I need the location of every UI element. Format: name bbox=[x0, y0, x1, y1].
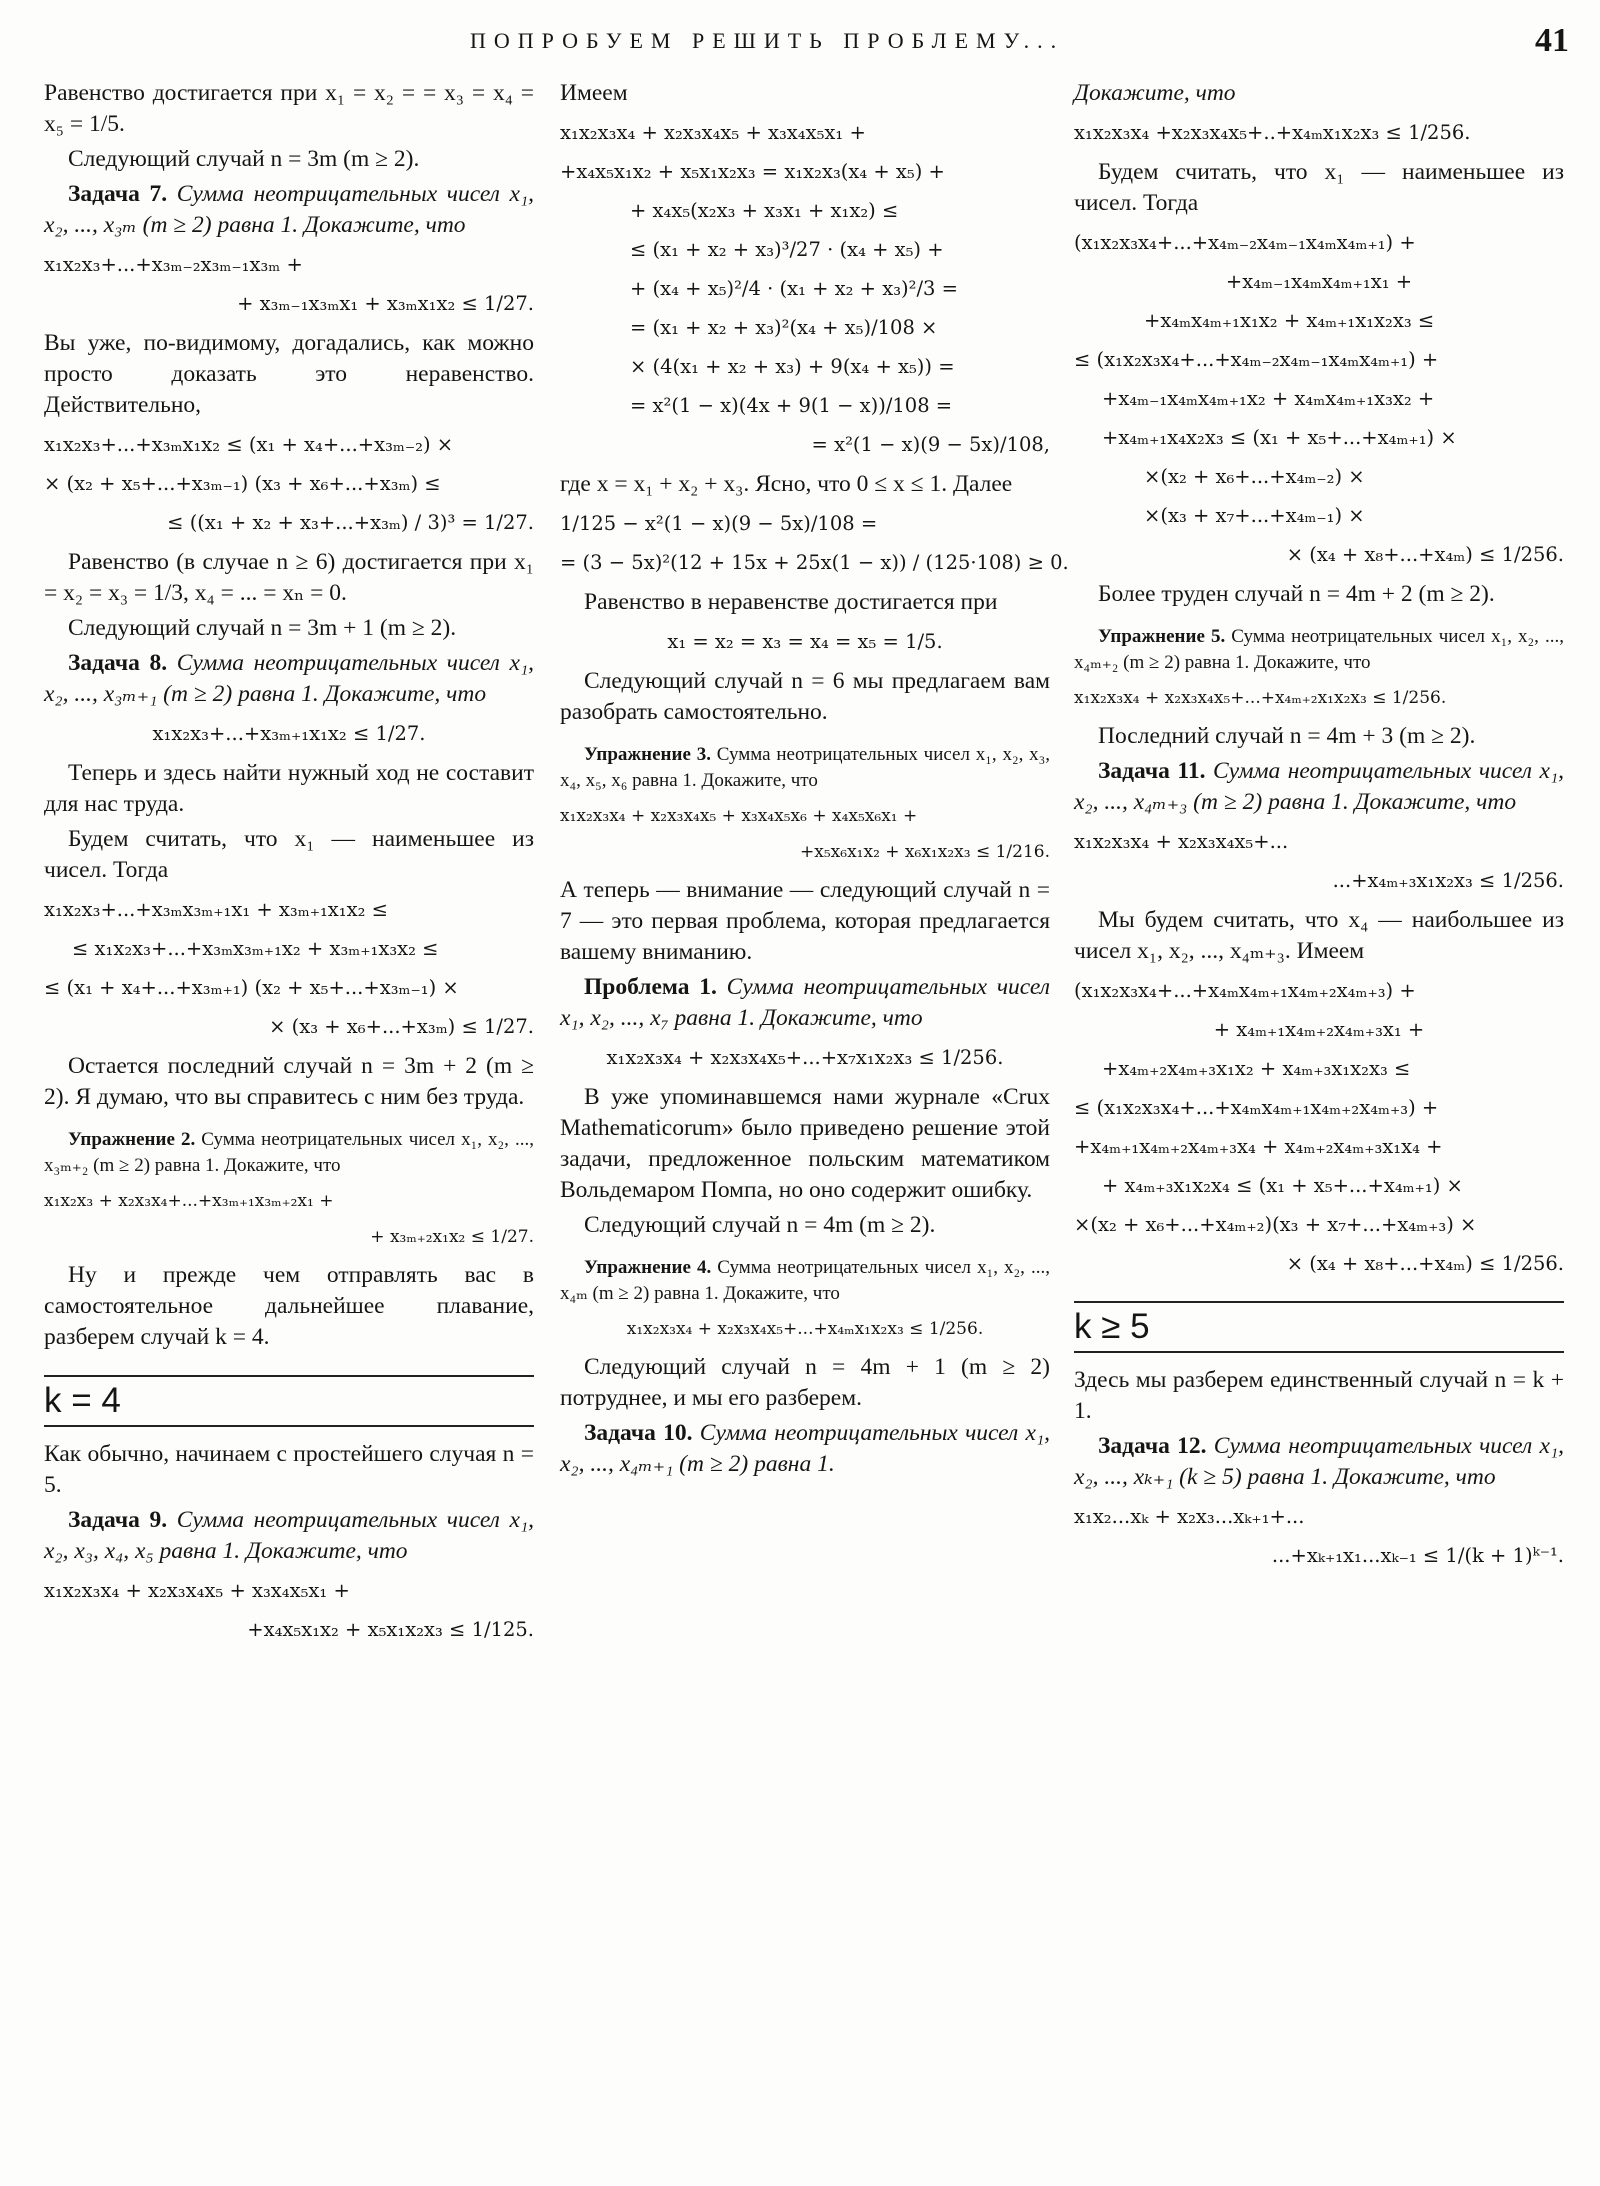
formula: x₁x₂x₃+...+x₃ₘx₃ₘ₊₁x₁ + x₃ₘ₊₁x₁x₂ ≤ bbox=[44, 898, 388, 921]
formula: x₁x₂...xₖ + x₂x₃...xₖ₊₁+... bbox=[1074, 1505, 1305, 1528]
formula: ≤ (x₁ + x₄+...+x₃ₘ₊₁) (x₂ + x₅+...+x₃ₘ₋₁) × bbox=[44, 976, 459, 999]
exercise-text: Сумма неотрицательных чисел x₁, x₂, ..., x₃ₘ₊₂ (m ≥ 2) равна 1. Докажите, что bbox=[44, 1129, 534, 1176]
formula: x₁x₂x₃+...+x₃ₘx₁x₂ ≤ (x₁ + x₄+...+x₃ₘ₋₂) × bbox=[44, 433, 454, 456]
formula: ≤ (x₁ + x₂ + x₃)³/27 · (x₄ + x₅) + bbox=[630, 238, 944, 261]
page-number: 41 bbox=[1535, 22, 1569, 59]
exercise-3 bbox=[560, 742, 1050, 794]
column-right bbox=[1074, 78, 1564, 1580]
task-8 bbox=[44, 648, 534, 710]
formula: ≤ ((x₁ + x₂ + x₃+...+x₃ₘ) / 3)³ = 1/27. bbox=[167, 511, 534, 534]
paragraph: Следующий случай n = 3m + 1 (m ≥ 2). bbox=[68, 615, 457, 641]
paragraph: А теперь — внимание — следующий случай n = 7 — это первая проблема, которая предлагается вашему вниманию. bbox=[560, 877, 1050, 965]
formula: x₁x₂x₃x₄ + x₂x₃x₄x₅ + x₃x₄x₅x₁ + bbox=[560, 121, 866, 144]
exercise-2 bbox=[44, 1127, 534, 1179]
task-text: Сумма неотрицательных чисел x₁, x₂, ..., x₄ₘ₊₃ (m ≥ 2) равна 1. Докажите, что bbox=[1074, 758, 1565, 815]
formula: x₁x₂x₃+...+x₃ₘ₋₂x₃ₘ₋₁x₃ₘ + bbox=[44, 253, 303, 276]
paragraph: Вы уже, по-видимому, догадались, как можно просто доказать это неравенство. Действительно, bbox=[44, 330, 534, 418]
formula: ≤ (x₁x₂x₃x₄+...+x₄ₘx₄ₘ₊₁x₄ₘ₊₂x₄ₘ₊₃) + bbox=[1074, 1096, 1439, 1119]
exercise-text: Сумма неотрицательных чисел x₁, x₂, ..., x₄ₘ (m ≥ 2) равна 1. Докажите, что bbox=[560, 1257, 1050, 1304]
column-middle bbox=[560, 78, 1069, 1484]
task-12 bbox=[1074, 1431, 1564, 1493]
task-text: Сумма неотрицательных чисел x₁, x₂, ..., x₃ₘ (m ≥ 2) равна 1. Докажите, что bbox=[44, 181, 534, 238]
formula: + x₃ₘ₊₂x₁x₂ ≤ 1/27. bbox=[370, 1227, 534, 1247]
formula: + x₃ₘ₋₁x₃ₘx₁ + x₃ₘx₁x₂ ≤ 1/27. bbox=[237, 292, 534, 315]
task-label: Задача 10. bbox=[584, 1420, 693, 1446]
formula: x₁x₂x₃x₄ + x₂x₃x₄x₅ + x₃x₄x₅x₁ + bbox=[44, 1579, 350, 1602]
paragraph: Следующий случай n = 4m (m ≥ 2). bbox=[584, 1212, 936, 1238]
formula: 1/125 − x²(1 − x)(9 − 5x)/108 = bbox=[560, 512, 878, 535]
running-header bbox=[0, 22, 1600, 62]
formula: × (x₄ + x₈+...+x₄ₘ) ≤ 1/256. bbox=[1286, 543, 1564, 566]
paragraph: Следующий случай n = 6 мы предлагаем вам разобрать самостоятельно. bbox=[560, 668, 1050, 725]
paragraph: В уже упоминавшемся нами журнале «Crux Mathematicorum» было приведено решение этой задачи, предложенное польским математиком Вольдемаром Помпа, но оно содержит ошибку. bbox=[560, 1084, 1050, 1203]
task-9 bbox=[44, 1505, 534, 1567]
paragraph: Мы будем считать, что x₄ — наибольшее из чисел x₁, x₂, ..., x₄ₘ₊₃. Имеем bbox=[1074, 907, 1564, 964]
paragraph: Более труден случай n = 4m + 2 (m ≥ 2). bbox=[1098, 581, 1495, 607]
formula: x₁ = x₂ = x₃ = x₄ = x₅ = 1/5. bbox=[667, 630, 943, 653]
formula: ×(x₃ + x₇+...+x₄ₘ₋₁) × bbox=[1144, 504, 1365, 527]
exercise-5 bbox=[1074, 624, 1564, 676]
paragraph: Остается последний случай n = 3m + 2 (m ≥ 2). Я думаю, что вы справитесь с ним без труда. bbox=[44, 1053, 534, 1110]
formula: +x₄x₅x₁x₂ + x₅x₁x₂x₃ ≤ 1/125. bbox=[247, 1618, 534, 1641]
task-label: Задача 12. bbox=[1098, 1433, 1207, 1459]
problem-text: Сумма неотрицательных чисел x₁, x₂, ..., x₇ равна 1. Докажите, что bbox=[560, 974, 1050, 1031]
problem-label: Проблема 1. bbox=[584, 974, 717, 1000]
formula: +x₄ₘ₋₁x₄ₘx₄ₘ₊₁x₁ + bbox=[1225, 270, 1413, 293]
formula: (x₁x₂x₃x₄+...+x₄ₘx₄ₘ₊₁x₄ₘ₊₂x₄ₘ₊₃) + bbox=[1074, 979, 1416, 1002]
paragraph: Следующий случай n = 3m (m ≥ 2). bbox=[68, 146, 420, 172]
formula: +x₄ₘ₊₂x₄ₘ₊₃x₁x₂ + x₄ₘ₊₃x₁x₂x₃ ≤ bbox=[1102, 1057, 1411, 1080]
paragraph: Следующий случай n = 4m + 1 (m ≥ 2) потруднее, и мы его разберем. bbox=[560, 1354, 1050, 1411]
formula: x₁x₂x₃ + x₂x₃x₄+...+x₃ₘ₊₁x₃ₘ₊₂x₁ + bbox=[44, 1191, 334, 1211]
formula: +x₄ₘx₄ₘ₊₁x₁x₂ + x₄ₘ₊₁x₁x₂x₃ ≤ bbox=[1144, 309, 1435, 332]
formula: = (x₁ + x₂ + x₃)²(x₄ + x₅)/108 × bbox=[630, 316, 938, 339]
formula: ×(x₂ + x₆+...+x₄ₘ₋₂) × bbox=[1144, 465, 1365, 488]
paragraph: Теперь и здесь найти нужный ход не составит для нас труда. bbox=[44, 760, 534, 817]
paragraph: Последний случай n = 4m + 3 (m ≥ 2). bbox=[1098, 723, 1476, 749]
formula: +x₄ₘ₋₁x₄ₘx₄ₘ₊₁x₂ + x₄ₘx₄ₘ₊₁x₃x₂ + bbox=[1102, 387, 1435, 410]
paragraph: Будем считать, что x₁ — наименьшее из чисел. Тогда bbox=[44, 826, 534, 883]
formula: × (x₃ + x₆+...+x₃ₘ) ≤ 1/27. bbox=[269, 1015, 534, 1038]
task-text: Сумма неотрицательных чисел x₁, x₂, ..., x₃ₘ₊₁ (m ≥ 2) равна 1. Докажите, что bbox=[44, 650, 534, 707]
exercise-label: Упражнение 2. bbox=[68, 1129, 196, 1150]
task-label: Задача 7. bbox=[68, 181, 168, 207]
problem-1 bbox=[560, 972, 1050, 1034]
task-10-continued: Докажите, что bbox=[1074, 80, 1236, 106]
exercise-label: Упражнение 4. bbox=[584, 1257, 712, 1278]
formula: + x₄x₅(x₂x₃ + x₃x₁ + x₁x₂) ≤ bbox=[630, 199, 899, 222]
paragraph: где x = x₁ + x₂ + x₃. Ясно, что 0 ≤ x ≤ 1. Далее bbox=[560, 471, 1013, 497]
formula: +x₄ₘ₊₁x₄ₘ₊₂x₄ₘ₊₃x₄ + x₄ₘ₊₂x₄ₘ₊₃x₁x₄ + bbox=[1074, 1135, 1443, 1158]
paragraph: Как обычно, начинаем с простейшего случая n = 5. bbox=[44, 1441, 534, 1498]
exercise-4 bbox=[560, 1255, 1050, 1307]
formula: ×(x₂ + x₆+...+x₄ₘ₊₂)(x₃ + x₇+...+x₄ₘ₊₃) × bbox=[1074, 1213, 1477, 1236]
formula: x₁x₂x₃x₄ + x₂x₃x₄x₅ + x₃x₄x₅x₆ + x₄x₅x₆x₁ + bbox=[560, 806, 918, 826]
formula: × (4(x₁ + x₂ + x₃) + 9(x₄ + x₅)) = bbox=[630, 355, 955, 378]
formula: x₁x₂x₃x₄ + x₂x₃x₄x₅+...+x₄ₘx₁x₂x₃ ≤ 1/256. bbox=[626, 1319, 984, 1339]
formula: +x₄ₘ₊₁x₄x₂x₃ ≤ (x₁ + x₅+...+x₄ₘ₊₁) × bbox=[1102, 426, 1457, 449]
formula: x₁x₂x₃+...+x₃ₘ₊₁x₁x₂ ≤ 1/27. bbox=[152, 722, 426, 745]
task-label: Задача 9. bbox=[68, 1507, 168, 1533]
formula: +x₅x₆x₁x₂ + x₆x₁x₂x₃ ≤ 1/216. bbox=[800, 842, 1050, 862]
formula: x₁x₂x₃x₄ +x₂x₃x₄x₅+..+x₄ₘx₁x₂x₃ ≤ 1/256. bbox=[1074, 121, 1471, 144]
paragraph: Имеем bbox=[560, 80, 628, 106]
task-label: Задача 8. bbox=[68, 650, 168, 676]
paragraph: Ну и прежде чем отправлять вас в самостоятельное дальнейшее плавание, разберем случай k = 4. bbox=[44, 1262, 534, 1350]
exercise-text: Сумма неотрицательных чисел x₁, x₂, ..., x₄ₘ₊₂ (m ≥ 2) равна 1. Докажите, что bbox=[1074, 626, 1564, 673]
formula: x₁x₂x₃x₄ + x₂x₃x₄x₅+...+x₄ₘ₊₂x₁x₂x₃ ≤ 1/256. bbox=[1074, 688, 1447, 708]
formula: × (x₂ + x₅+...+x₃ₘ₋₁) (x₃ + x₆+...+x₃ₘ) ≤ bbox=[44, 472, 441, 495]
formula: x₁x₂x₃x₄ + x₂x₃x₄x₅+... bbox=[1074, 830, 1289, 853]
exercise-label: Упражнение 5. bbox=[1098, 626, 1226, 647]
section-heading-k4: k = 4 bbox=[44, 1375, 534, 1427]
exercise-text: Сумма неотрицательных чисел x₁, x₂, x₃, x₄, x₅, x₆ равна 1. Докажите, что bbox=[560, 744, 1050, 791]
column-left bbox=[44, 78, 534, 1654]
paragraph: Равенство достигается при x₁ = x₂ = = x₃ = x₄ = x₅ = 1/5. bbox=[44, 80, 534, 137]
task-text: Сумма неотрицательных чисел x₁, x₂, x₃, x₄, x₅ равна 1. Докажите, что bbox=[44, 1507, 534, 1564]
task-text: Сумма неотрицательных чисел x₁, x₂, ..., xₖ₊₁ (k ≥ 5) равна 1. Докажите, что bbox=[1074, 1433, 1565, 1490]
formula: = (3 − 5x)²(12 + 15x + 25x(1 − x)) / (125·108) ≥ 0. bbox=[560, 551, 1069, 574]
paragraph: Здесь мы разберем единственный случай n = k + 1. bbox=[1074, 1367, 1564, 1424]
task-label: Задача 11. bbox=[1098, 758, 1206, 784]
paragraph: Равенство (в случае n ≥ 6) достигается при x₁ = x₂ = x₃ = 1/3, x₄ = ... = xₙ = 0. bbox=[44, 549, 534, 606]
task-text: Сумма неотрицательных чисел x₁, x₂, ..., x₄ₘ₊₁ (m ≥ 2) равна 1. bbox=[560, 1420, 1051, 1477]
formula: ...+x₄ₘ₊₃x₁x₂x₃ ≤ 1/256. bbox=[1332, 869, 1564, 892]
section-heading-k5: k ≥ 5 bbox=[1074, 1301, 1564, 1353]
task-7 bbox=[44, 179, 534, 241]
exercise-label: Упражнение 3. bbox=[584, 744, 711, 765]
running-title: ПОПРОБУЕМ РЕШИТЬ ПРОБЛЕМУ... bbox=[470, 28, 1065, 53]
formula: × (x₄ + x₈+...+x₄ₘ) ≤ 1/256. bbox=[1286, 1252, 1564, 1275]
formula: = x²(1 − x)(9 − 5x)/108, bbox=[811, 433, 1050, 456]
formula: + x₄ₘ₊₁x₄ₘ₊₂x₄ₘ₊₃x₁ + bbox=[1213, 1018, 1425, 1041]
formula: (x₁x₂x₃x₄+...+x₄ₘ₋₂x₄ₘ₋₁x₄ₘx₄ₘ₊₁) + bbox=[1074, 231, 1416, 254]
paragraph: Будем считать, что x₁ — наименьшее из чисел. Тогда bbox=[1074, 159, 1564, 216]
formula: + (x₄ + x₅)²/4 · (x₁ + x₂ + x₃)²/3 = bbox=[630, 277, 958, 300]
formula: = x²(1 − x)(4x + 9(1 − x))/108 = bbox=[630, 394, 953, 417]
formula: ≤ x₁x₂x₃+...+x₃ₘx₃ₘ₊₁x₂ + x₃ₘ₊₁x₃x₂ ≤ bbox=[72, 937, 439, 960]
paragraph: Равенство в неравенстве достигается при bbox=[584, 589, 998, 615]
task-11 bbox=[1074, 756, 1564, 818]
formula: ≤ (x₁x₂x₃x₄+...+x₄ₘ₋₂x₄ₘ₋₁x₄ₘx₄ₘ₊₁) + bbox=[1074, 348, 1439, 371]
formula: x₁x₂x₃x₄ + x₂x₃x₄x₅+...+x₇x₁x₂x₃ ≤ 1/256. bbox=[606, 1046, 1004, 1069]
formula: + x₄ₘ₊₃x₁x₂x₄ ≤ (x₁ + x₅+...+x₄ₘ₊₁) × bbox=[1102, 1174, 1463, 1197]
formula: +x₄x₅x₁x₂ + x₅x₁x₂x₃ = x₁x₂x₃(x₄ + x₅) + bbox=[560, 160, 945, 183]
formula: ...+xₖ₊₁x₁...xₖ₋₁ ≤ 1/(k + 1)ᵏ⁻¹. bbox=[1271, 1544, 1564, 1567]
task-10 bbox=[560, 1418, 1050, 1480]
